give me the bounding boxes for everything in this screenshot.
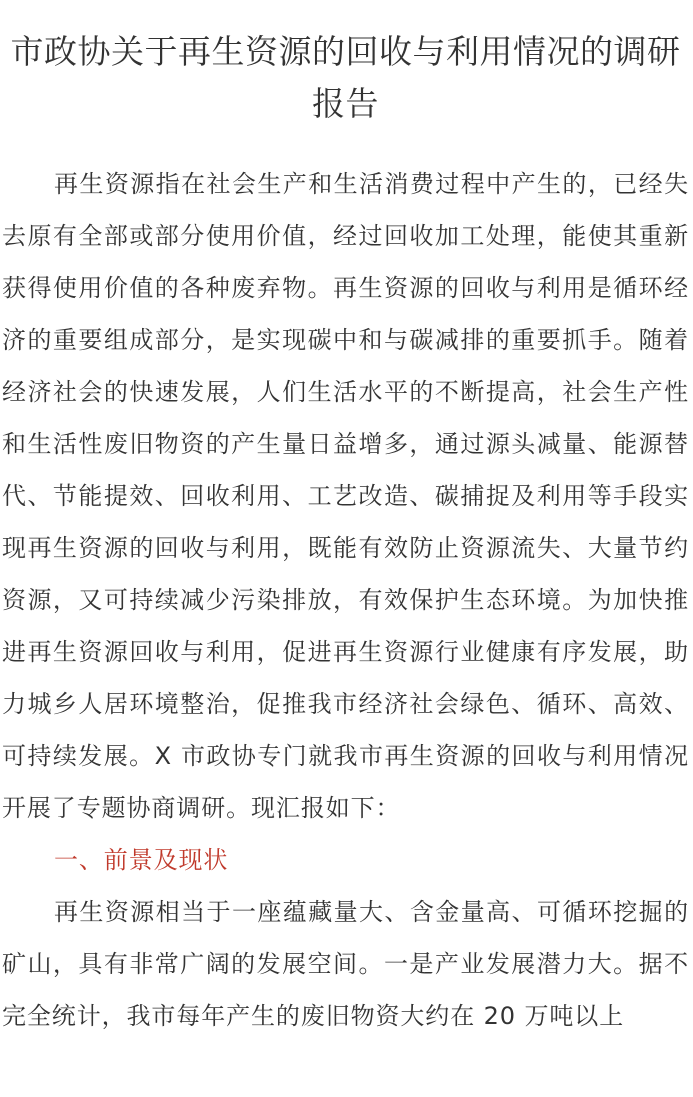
section-paragraph-prospects: 再生资源相当于一座蕴藏量大、含金量高、可循环挖掘的矿山，具有非常广阔的发展空间。一是产业发展潜力大。据不完全统计，我市每年产生的废旧物资大约在 20 万吨以上 (2, 898, 689, 1030)
section-heading-prospects: 一、前景及现状 (54, 846, 229, 874)
article-title: 市政协关于再生资源的回收与利用情况的调研报告 (10, 32, 681, 123)
intro-paragraph: 再生资源指在社会生产和生活消费过程中产生的，已经失去原有全部或部分使用价值，经过回收加工处理，能使其重新获得使用价值的各种废弃物。再生资源的回收与利用是循环经济的重要组成部分，是实现碳中和与碳减排的重要抓手。随着经济社会的快速发展，人们生活水平的不断提高，社会生产性和生活性废旧物资的产生量日益增多，通过源头减量、能源替代、节能提效、回收利用、工艺改造、碳捕捉及利用等手段实现再生资源的回收与利用，既能有效防止资源流失、大量节约资源，又可持续减少污染排放，有效保护生态环境。为加快推进再生资源回收与利用，促进再生资源行业健康有序发展，助力城乡人居环境整治，促推我市经济社会绿色、循环、高效、可持续发展。X 市政协专门就我市再生资源的回收与利用情况开展了专题协商调研。现汇报如下： (2, 170, 689, 822)
